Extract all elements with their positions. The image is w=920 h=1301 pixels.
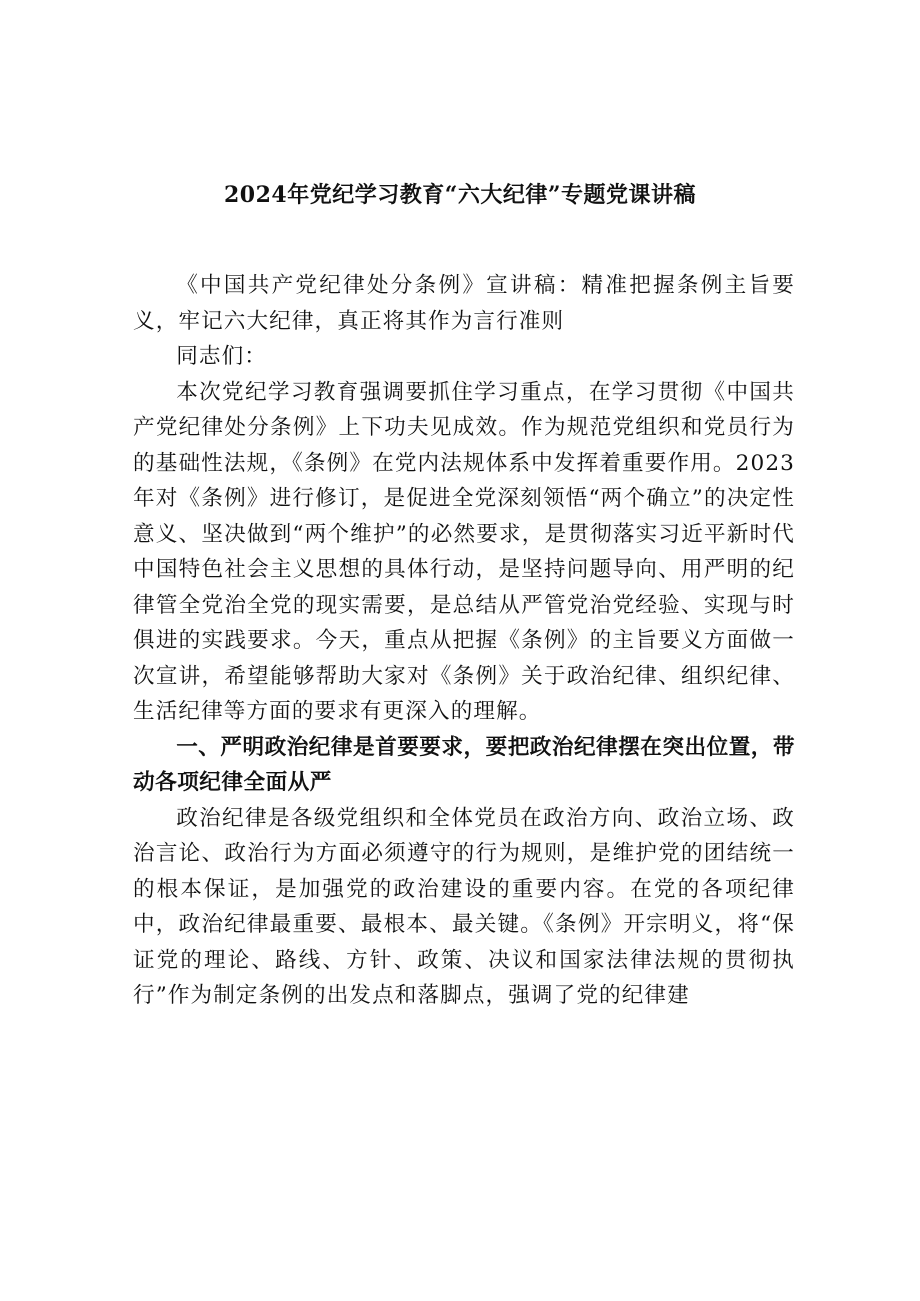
section-heading-1: 一、严明政治纪律是首要要求，要把政治纪律摆在突出位置，带动各项纪律全面从严 — [133, 734, 795, 795]
subtitle-paragraph: 《中国共产党纪律处分条例》宣讲稿：精准把握条例主旨要义，牢记六大纪律，真正将其作为言行准则 — [133, 273, 795, 334]
body-paragraph-intro: 本次党纪学习教育强调要抓住学习重点，在学习贯彻《中国共产党纪律处分条例》上下功夫见成效。作为规范党组织和党员行为的基础性法规，《条例》在党内法规体系中发挥着重要作用。2023年对《条例》进行修订，是促进全党深刻领悟“两个确立”的决定性意义、坚决做到“两个维护”的必然要求，是贯彻落实习近平新时代中国特色社会主义思想的具体行动，是坚持问题导向、用严明的纪律管全党治全党的现实需要，是总结从严管党治党经验、实现与时俱进的实践要求。今天，重点从把握《条例》的主旨要义方面做一次宣讲，希望能够帮助大家对《条例》关于政治纪律、组织纪律、生活纪律等方面的要求有更深入的理解。 — [133, 379, 795, 724]
document-title: 2024年党纪学习教育“六大纪律”专题党课讲稿 — [223, 182, 697, 208]
salutation: 同志们： — [176, 344, 267, 369]
document-body — [133, 268, 795, 1014]
body-paragraph-political-discipline: 政治纪律是各级党组织和全体党员在政治方向、政治立场、政治言论、政治行为方面必须遵守的行为规则，是维护党的团结统一的根本保证，是加强党的政治建设的重要内容。在党的各项纪律中，政治纪律最重要、最根本、最关键。《条例》开宗明义，将“保证党的理论、路线、方针、政策、决议和国家法律法规的贯彻执行”作为制定条例的出发点和落脚点，强调了党的纪律建 — [133, 805, 795, 1008]
